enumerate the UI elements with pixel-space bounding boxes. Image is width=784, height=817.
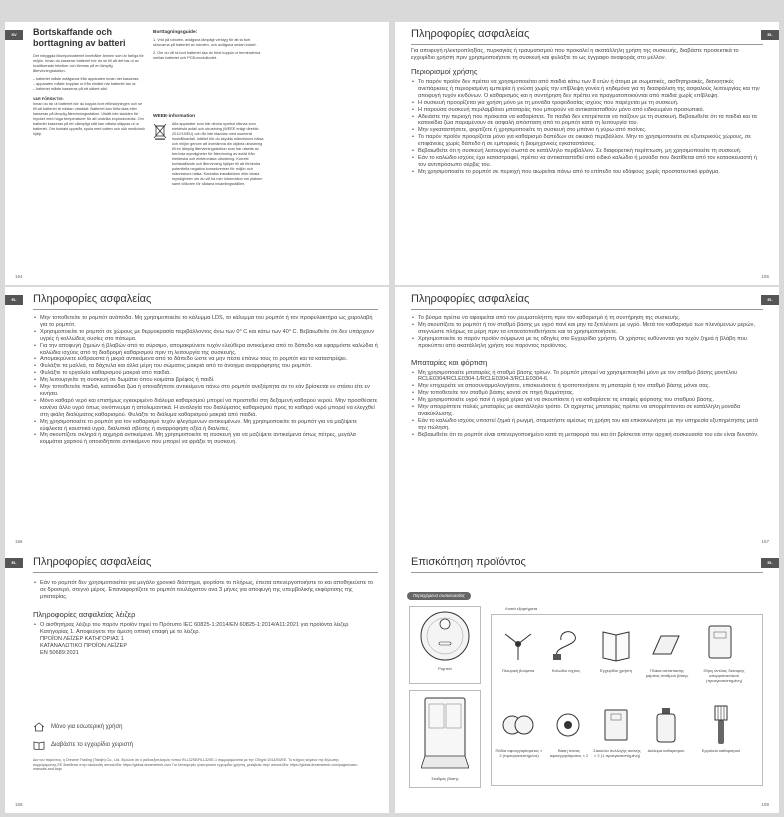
page-title: Πληροφορίες ασφαλείας bbox=[411, 28, 530, 40]
list-item: • Φυλάξτε το εργαλείο καθαρισμού μακριά από παιδιά. bbox=[33, 370, 378, 377]
symbols-block bbox=[33, 722, 378, 772]
list-item: • Μη χρησιμοποιείτε το ρομπότ σε περιοχή που αιωρείται πάνω από το επίπεδο του εδάφους χωρίς προστατευτικό φράγμα. bbox=[411, 169, 761, 176]
removal-step: 1. Vrid på roboten, avlägsna lämpligt verktyg för att ta bort skruvarna på batteriet av roboten, och avlägsna sedan locket. bbox=[153, 38, 257, 47]
accessory-caption: Σακούλα συλλογής σκόνης × 2 (1 προεγκατεστημένη) bbox=[593, 748, 641, 758]
list-item: • Μην εγκαταστήσετε, φορτίζετε ή χρησιμοποιείτε τη συσκευή στο μπάνιο ή γύρω από πισίνες. bbox=[411, 127, 761, 134]
house-icon bbox=[33, 722, 45, 732]
list-item: • Φυλάξτε τα μαλλιά, τα δάχτυλα και άλλα μέρη του σώματος μακριά από το άνοιγμα αναρρόφησης του ρομπότ. bbox=[33, 363, 378, 370]
robot-caption: Ρομπότ bbox=[438, 666, 452, 671]
laser-list bbox=[33, 622, 378, 636]
page-body bbox=[411, 315, 761, 439]
page-title: Πληροφορίες ασφαλείας bbox=[411, 293, 530, 305]
section-subtitle: Πληροφορίες ασφαλείας λέιζερ bbox=[33, 609, 136, 619]
power-cord-icon bbox=[551, 626, 581, 662]
list-item: • Μην τοποθετείτε τον σταθμό βάσης κοντά σε πηγή θερμότητας. bbox=[411, 390, 761, 397]
side-brush-icon bbox=[503, 626, 533, 662]
book-icon bbox=[33, 740, 45, 750]
mop-holder-icon bbox=[551, 708, 585, 742]
accessory-caption: Πλευρική βούρτσα bbox=[501, 668, 535, 673]
indoor-use-text: Μόνο για εσωτερική χρήση bbox=[51, 724, 123, 730]
section-subtitle: Μπαταρίες και φόρτιση bbox=[411, 357, 488, 367]
mop-pads-icon bbox=[501, 708, 535, 742]
language-tab: EL bbox=[761, 295, 779, 305]
list-item: • Αδειάστε την περιοχή που πρόκειται να καθαρίσετε. Τα παιδιά δεν επιτρέπεται να παίζουν με τη συσκευή. Βεβαιωθείτε ότι τα παιδιά και τα κατοικίδια ζώα παραμένουν σε ασφαλή απόσταση από το ρομπότ κατά τη λειτουργία του. bbox=[411, 114, 761, 128]
accessory-caption: Καλώδιο ισχύος bbox=[551, 668, 581, 673]
usage-restrictions-list bbox=[411, 79, 761, 176]
list-item: • Χρησιμοποιείτε το ρομπότ σε χώρους με θερμοκρασία περιβάλλοντος άνω των 0° C και κάτω των 40° C. Βεβαιωθείτε ότι δεν υπάρχουν υγρές ή κολλώδεις ουσίες στο πάτωμα. bbox=[33, 329, 378, 343]
robot-illustration bbox=[419, 610, 471, 662]
package-contents-pill: Περιεχόμενα συσκευασίας bbox=[407, 592, 471, 600]
laser-line: ΚΑΤΑΝΑΛΩΤΙΚΟ ΠΡΟΪΟΝ ΛΕΪΖΕΡ bbox=[40, 642, 128, 649]
battery-list-item: – apparaten måste kopplas ur från elnätet när batteriet tas ut; bbox=[33, 82, 136, 86]
list-item: • Μην επιχειρείτε να αποσυναρμολογήσετε, επισκευάσετε ή τροποποιήσετε τη μπαταρία ή τον σταθμό βάσης μόνοι σας. bbox=[411, 383, 761, 390]
list-item: • Μη χρησιμοποιείτε υγρό πανί ή υγρά χέρια για να σκουπίσετε ή να καθαρίσετε τις επαφές φόρτισης του σταθμού βάσης. bbox=[411, 397, 761, 404]
title-rule bbox=[33, 572, 378, 573]
page-title: Πληροφορίες ασφαλείας bbox=[33, 556, 152, 568]
page-157 bbox=[395, 287, 779, 550]
cleaning-solution-icon bbox=[651, 706, 681, 744]
page-number: 155 bbox=[761, 274, 769, 279]
declaration-text: Δια του παρόντος, η Dreame Trading (Tianjin) Co., Ltd. δηλώνει ότι ο ραδιοεξοπλισμός τύπου RLL32SE/RLL32SE-1 συμμορφώνεται με την Οδηγία 2014/53/ΕΕ. Το πλήρες κείμενο της δήλωσης συμμόρφωσης ΕΕ διατίθεται στην ακόλουθη ιστοσελίδα: https://global.dreametech.com Για λεπτομερές ηλεκτρονικό εγχειρίδιο χρήστη, μεταβείτε στην ιστοσελίδα: https://global.dreametech.com/pages/user-manuals-and-faqs bbox=[33, 758, 359, 772]
warning-text: Innan du tar ut batteriet bör du koppla bort elförsörjningen och se till att batteriet är nästan urladdat. Batteriet kan förbrukas eller kasseras på lämplig återvinningsstation. Utsätt inte sladden för mycket med höga temperaturer för att undvika explosionsrisk. Om batteriet kasseras på ett olämpligt sätt kan vätska släppas ut ur batteriet. Om kontakt uppstår, spola med vatten och sök medicinsk hjälp. bbox=[33, 102, 145, 136]
accessory-caption: Βάση πάνας σφουγγαρίσματος × 2 bbox=[549, 748, 589, 758]
removal-guide bbox=[153, 30, 265, 61]
battery-column bbox=[33, 54, 145, 137]
list-item: • Μην τοποθετείτε το ρομπότ ανάποδα. Μη χρησιμοποιείτε το κάλυμμα LDS, το κάλυμμα του ρομπότ ή τον προφυλακτήρα ως χειρολαβή για το ρομπότ. bbox=[33, 315, 378, 329]
intro-paragraph: Για αποφυγή ηλεκτροπληξίας, πυρκαγιάς ή τραυματισμού που προκαλεί η ακατάλληλη χρήση της συσκευής, διαβάστε προσεκτικά το εγχειρίδιο χρήστη πριν χρησιμοποιήσετε τη συσκευή και φυλάξτε το ως έγγραφο αναφοράς στο μέλλον. bbox=[411, 48, 739, 61]
page-number: 156 bbox=[15, 539, 23, 544]
crossed-bin-icon bbox=[153, 122, 167, 140]
battery-list-item: – batteriet måste avlägsnas från apparaten innan det kasseras; bbox=[33, 77, 140, 81]
page-body bbox=[411, 48, 761, 176]
list-item: • Μην απορρίπτετε παλιές μπαταρίες με ακατάλληλο τρόπο. Οι αχρηστες μπαταρίες πρέπει να απορρίπτονται σε κατάλληλη μονάδα ανακύκλωσης. bbox=[411, 404, 761, 418]
list-item: • Η συσκευή προορίζεται για χρήση μόνο με τη μονάδα τροφοδοσίας ισχύος που παρέχεται με τη συσκευή. bbox=[411, 100, 761, 107]
page-body bbox=[33, 580, 378, 657]
laser-line: ΠΡΟΪΟΝ ΛΕΪΖΕΡ ΚΑΤΗΓΟΡΙΑΣ 1 bbox=[40, 635, 124, 642]
title-rule bbox=[411, 572, 763, 573]
battery-list bbox=[33, 77, 145, 92]
page-number: 159 bbox=[761, 802, 769, 807]
warning-heading: VAR FÖRSIKTIG: bbox=[33, 97, 64, 101]
language-tab: EL bbox=[5, 558, 23, 568]
list-item: • Μη σκουπίζετε το ρομπότ ή τον σταθμό βάσης με υγρό πανί και μην τα ξεπλένετε με υγρό. Μετά τον καθαρισμό των πλενόμενων μερών, στεγνώστε πλήρως τα μέρη πριν τα επανατοποθετήσετε και τα χρησιμοποιήσετε. bbox=[411, 322, 761, 336]
battery-list-item: – batteriet måste kasseras på ett säkert sätt. bbox=[33, 87, 108, 91]
battery-list bbox=[411, 370, 761, 439]
language-tab: EL bbox=[5, 295, 23, 305]
read-manual-text: Διαβάστε το εγχειρίδιο χειριστή bbox=[51, 742, 134, 748]
accessory-caption: Πάδια σφουγγαρίσματος × 2 (προεγκατεστημένα) bbox=[495, 748, 543, 758]
laser-class-block bbox=[33, 636, 378, 657]
list-item: • Το βύσμα πρέπει να αφαιρείται από τον ρευματολήπτη πριν τον καθαρισμό ή τη συντήρηση της συσκευής. bbox=[411, 315, 761, 322]
safety-list bbox=[33, 315, 378, 446]
list-item: • Εάν το καλώδιο ισχύος υποστεί ζημιά ή ρωγμή, σταματήστε αμέσως τη χρήση του και επικοινωνήστε με την υπηρεσία εξυπηρέτησης μετά την πώληση. bbox=[411, 418, 761, 432]
list-item: • Μη χρησιμοποιείτε το ρομπότ για τον καθαρισμό τυχόν φλεγόμενων αντικειμένων. Μη χρησιμοποιείτε το ρομπότ για να μαζέψετε εύφλεκτα ή καυστικά υγρά, διαλυτικά σβέσης ή αναρρόφηση οξέα ή διαλύτες. bbox=[33, 419, 378, 433]
battery-intro: Det inbyggda litiumjonbatteriet innehåller ämnen som är farliga för miljön. Innan du kasserar batteriet bör du se till att det tas ut av kvalificerade tekniker och lämnas på en lämplig återvinningsstation. bbox=[33, 54, 144, 73]
accessory-caption: Διάλυμα καθαρισμού bbox=[647, 748, 685, 753]
list-item: • Μη λειτουργείτε τη συσκευή σε δωμάτιο όπου κοιμάται βρέφος ή παιδί. bbox=[33, 377, 378, 384]
accessory-caption: Εγχειρίδιο χρήστη bbox=[600, 668, 632, 673]
language-tab: SV bbox=[5, 30, 23, 40]
list-item: • Απομακρύνετε εύθραυστα ή μικρά αντικείμενα από το δάπεδο ώστε να μην πέσει επάνω τους το ρομπότ και τα καταστρέψει. bbox=[33, 356, 378, 363]
detergent-box-icon bbox=[705, 622, 735, 662]
list-item: • Μόνο καθαρό νερό και επισήμως εγκεκριμένο διάλυμα καθαρισμού μπορεί να προστεθεί στη δεξαμενή καθαρού νερού. Μην προσθέσετε κανένα άλλο υγρό όπως οινόπνευμα ή απολυμαντικά. Η αναλογία του διαλύματος καθαρισμού προς το καθαρό νερό μπορεί να ελεγχθεί στη φιάλη διαλύματος καθαρισμού. Φυλάξτε το διάλυμα καθαρισμού μακριά από παιδιά. bbox=[33, 398, 378, 419]
title-rule bbox=[33, 309, 378, 310]
list-item: • Βεβαιωθείτε ότι το ρομπότ είναι απενεργοποιημένο κατά τη μεταφορά του και ότι βρίσκεται στην αρχική συσκευασία του εάν είναι δυνατόν. bbox=[411, 432, 761, 439]
accessory-caption: Εργαλείο καθαρισμού bbox=[701, 748, 741, 753]
list-item: • Εάν το καλώδιο ισχύος έχει καταστραφεί, πρέπει να αντικατασταθεί από ειδικό καλώδιο ή μονάδα που διατίθεται από τον κατασκευαστή ή τον αντιπρόσωπο σέρβις του. bbox=[411, 155, 761, 169]
section-subtitle: Περιορισμοί χρήσης bbox=[411, 67, 478, 76]
page-159 bbox=[395, 550, 779, 813]
page-number: 154 bbox=[15, 274, 23, 279]
accessory-caption: Πλάκα απόσπασης ράμπας σταθμού βάσης bbox=[645, 668, 689, 678]
accessory-caption: Θήκη αντλίας διανομής απορρυπαντικού (προεγκατεστημένη) bbox=[703, 668, 745, 683]
page-number: 158 bbox=[15, 802, 23, 807]
base-caption: Σταθμός βάσης bbox=[431, 776, 459, 781]
list-item: • Μη χρησιμοποιείτε μπαταρίες ή σταθμό βάσης τρίτων. Το ρομπότ μπορεί να χρησιμοποιηθεί μόνο με τον σταθμό βάσης μοντέλου RCLE0304/RCLE0304-1/RCLE0304-3/RCLE0304-6. bbox=[411, 370, 761, 384]
page-155 bbox=[395, 22, 779, 285]
weee-section bbox=[153, 114, 265, 187]
weee-text: Alla apparater som bär denna symbol räknas som elektriskt avfall och utrustning (WEEE enligt direktiv 2012/19/EU) och får inte blandas med osorterat hushållsavfall. Istället bör du skydda människors hälsa och miljön genom att överlämna din utjänta utrustning till en lämplig återvinningsstation som har utsetts av berörda myndigheter för återvinning av avfall från elektriska och elektroniska utrustning. Korrekt bortskaffande och återvinning hjälper till att förhindra potentiella negativa konsekvenser för miljön och människors hälsa. Kontakta installatören eller lokala myndigheter om du vill ha mer information om platsen samt villkoren för sådana insamlingsställen. bbox=[172, 122, 264, 186]
dust-bag-icon bbox=[601, 706, 631, 744]
list-item: • Μη σκουπίζετε σκληρά ή αιχμηρά αντικείμενα. Μη χρησιμοποιείτε τη συσκευή για να μαζέψετε αντικείμενα όπως πέτρες, μεγάλα κομμάτια χαρτιού ή οποιοδήποτε αντικείμενο που μπορεί να φράξει τη συσκευή. bbox=[33, 432, 378, 446]
list-item: • Η παρούσα συσκευή περιλαμβάνει μπαταρίες που μπορούν να αντικατασταθούν μόνο από ειδικευμένο προσωπικό. bbox=[411, 107, 761, 114]
read-manual-row bbox=[33, 740, 378, 750]
title-rule bbox=[411, 309, 763, 310]
accessories-label: Λοιπά εξαρτήματα bbox=[505, 606, 538, 611]
list-item: • Βεβαιωθείτε ότι η συσκευή λειτουργεί σωστά σε κατάλληλο περιβάλλον. Σε διαφορετική περίπτωση, μη χρησιμοποιείτε τη συσκευή. bbox=[411, 148, 761, 155]
page-154 bbox=[5, 22, 389, 285]
list-item: • Χρησιμοποιείτε το παρόν προϊόν σύμφωνα με τις οδηγίες στο Εγχειρίδιο χρήστη. Οι χρήστες ευθύνονται για τυχόν ζημιά ή βλάβη που προκύπτει από ακατάλληλη χρήση του παρόντος προϊόντος. bbox=[411, 336, 761, 350]
removal-step: 2. Om du vill ta bort batteriet ska du först koppla ur terminalerna mellan batteriet och PCB-modulkortet. bbox=[153, 51, 261, 60]
list-item: • Ο αισθητήρας λέιζερ του παρόν προϊόν τηρεί το Πρότυπο IEC 60825-1:2014/EN 60825-1:2014/A11:2021 για προϊόντα λέιζερ Κατηγορίας 1. Αποφεύγετε την άμεση οπτική επαφή με το λέιζερ. bbox=[33, 622, 378, 636]
page-number: 157 bbox=[761, 539, 769, 544]
page-body bbox=[33, 315, 378, 446]
storage-list bbox=[33, 580, 378, 601]
list-item: • Μην τοποθετείτε παιδιά, κατοικίδια ζώα ή οποιαδήποτε αντικείμενα πάνω στο ρομπότ ανεξάρτητα αν το εάν βρίσκεται εν στάσει είτε εν κινήσει. bbox=[33, 384, 378, 398]
cleaning-tool-icon bbox=[709, 704, 733, 746]
safety-list bbox=[411, 315, 761, 350]
title-rule bbox=[411, 44, 763, 45]
laser-line: EN 50689:2021 bbox=[40, 649, 79, 656]
language-tab: EL bbox=[761, 558, 779, 568]
manual-icon bbox=[601, 626, 631, 662]
list-item: • Για την αποφυγή ζημιών ή βλαβών από το σύρσιμο, απομακρύνετε τυχόν ελεύθερα αντικείμενα από το δάπεδο και εφαρμόστε καλώδια ή καλώδια ισχύος από τη διαδρομή καθαρισμού πριν τη λειτουργία της συσκευής. bbox=[33, 343, 378, 357]
ramp-plate-icon bbox=[651, 626, 681, 662]
list-item: • Το παρόν προϊόν δεν πρέπει να χρησιμοποιείται από παιδιά κάτω των 8 ετών ή άτομα με σωματικές, αισθητηριακές, διανοητικές ανεπάρκειες ή περιορισμένη εμπειρία ή γνώση χωρίς την επίβλεψη γονέα ή κηδεμόνα για τη διασφάλιση της ασφαλούς λειτουργίας και την αποφυγή τυχόν κινδύνων. Ο καθαρισμός και η συντήρηση δεν πρέπει να πραγματοποιούνται από παιδιά χωρίς επίβλεψη. bbox=[411, 79, 761, 100]
list-item: • Το παρόν προϊόν προορίζεται μόνο για καθαρισμό δαπέδων σε οικιακό περιβάλλον. Μην το χρησιμοποιείτε σε εξωτερικούς χώρους, σε επιφάνειες χωρίς δάπεδο ή σε εμπορικές ή βιομηχανικές εγκαταστάσεις. bbox=[411, 134, 761, 148]
page-156 bbox=[5, 287, 389, 550]
base-station-illustration bbox=[421, 696, 469, 770]
indoor-use-row bbox=[33, 722, 378, 732]
language-tab: EL bbox=[761, 30, 779, 40]
weee-heading: WEEE-information bbox=[153, 114, 196, 119]
page-title: Bortskaffande och borttagning av batteri bbox=[33, 27, 126, 48]
list-item: • Εάν το ρομπότ δεν χρησιμοποιείται για μεγάλο χρονικό διάστημα, φορτίστε το πλήρως, έπειτα απενεργοποιήστε το και αποθηκεύστε το σε δροσερό, στεγνό μέρος. Επαναφορτίζετε το ρομπότ τουλάχιστον ανα 3 μήνες για αποφυγή της υπερβολικής εκφόρτισης της μπαταρίας. bbox=[33, 580, 378, 601]
page-158 bbox=[5, 550, 389, 813]
page-title: Πληροφορίες ασφαλείας bbox=[33, 293, 152, 305]
page-title: Επισκόπηση προϊόντος bbox=[411, 556, 526, 568]
removal-guide-heading: Borttagningsguide: bbox=[153, 30, 198, 35]
